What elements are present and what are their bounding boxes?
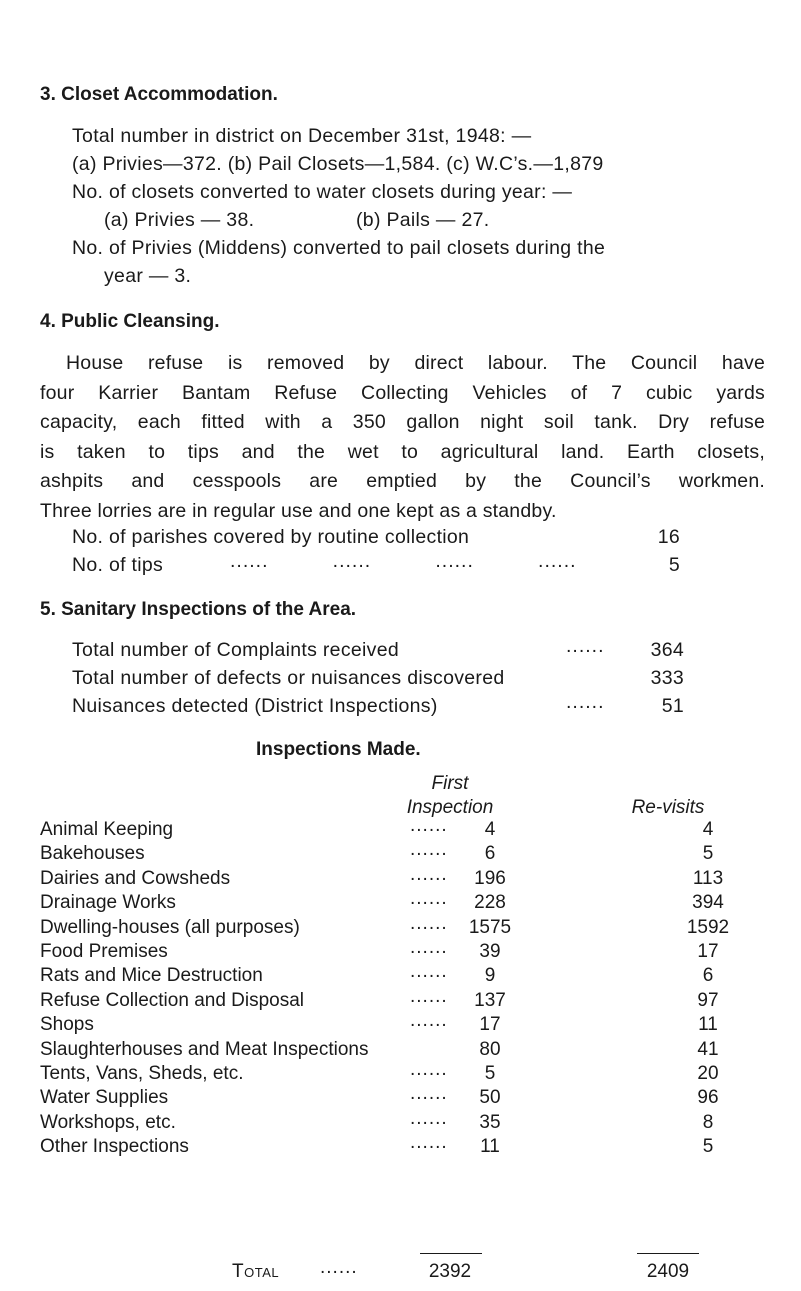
table-row bbox=[40, 888, 770, 916]
table-row bbox=[40, 1107, 770, 1136]
revisits-value: 113 bbox=[692, 867, 724, 889]
inspection-category: Drainage Works bbox=[40, 892, 176, 914]
middens-line-1: No. of Privies (Middens) converted to pail closets during the bbox=[72, 237, 606, 259]
leader-dots: ...... bbox=[410, 1132, 448, 1154]
inspection-category: Other Inspections bbox=[40, 1136, 189, 1158]
leader-dots: ...... bbox=[410, 888, 448, 910]
revisits-value: 394 bbox=[692, 892, 724, 914]
section-3-heading: 3. Closet Accommodation. bbox=[40, 84, 278, 105]
inspection-category: Bakehouses bbox=[40, 843, 145, 865]
leader-dots: ...... bbox=[410, 1107, 448, 1129]
inspection-category: Refuse Collection and Disposal bbox=[40, 989, 305, 1011]
nuisances-leader-dots: ...... bbox=[566, 691, 605, 713]
revisits-header: Re-visits bbox=[631, 797, 705, 818]
paragraph-line: is taken to tips and the wet to agricultural land. Earth closets, bbox=[40, 440, 765, 463]
first-inspection-value: 5 bbox=[484, 1063, 496, 1084]
table-row bbox=[40, 863, 770, 892]
revisits-value: 8 bbox=[702, 1111, 714, 1133]
first-inspection-value: 50 bbox=[479, 1087, 501, 1109]
leader-dots: ...... bbox=[410, 985, 448, 1007]
total-leader-dots: ...... bbox=[320, 1257, 358, 1278]
middens-line-2: year — 3. bbox=[104, 265, 192, 287]
parishes-value: 16 bbox=[657, 526, 680, 548]
inspection-category: Slaughterhouses and Meat Inspections bbox=[40, 1038, 369, 1060]
defects-label: Total number of defects or nuisances discovered bbox=[72, 667, 505, 689]
table-row bbox=[40, 815, 770, 843]
section-4-heading: 4. Public Cleansing. bbox=[40, 311, 220, 332]
tips-label: No. of tips bbox=[72, 554, 164, 576]
tips-value: 5 bbox=[668, 554, 680, 576]
first-inspection-header-2: Inspection bbox=[406, 797, 494, 818]
inspection-category: Workshops, etc. bbox=[40, 1111, 176, 1133]
first-inspection-value: 6 bbox=[484, 843, 496, 865]
inspection-category: Water Supplies bbox=[40, 1087, 169, 1109]
nuisances-value: 51 bbox=[661, 695, 684, 717]
paragraph-line: four Karrier Bantam Refuse Collecting Vehicles of 7 cubic yards bbox=[40, 381, 765, 404]
leader-dots: ...... bbox=[410, 961, 448, 983]
inspection-category: Shops bbox=[40, 1014, 94, 1036]
total-label: Total bbox=[232, 1261, 280, 1282]
revisits-value: 41 bbox=[697, 1038, 719, 1060]
closets-converted-line: No. of closets converted to water closets during year: — bbox=[72, 181, 573, 203]
first-inspection-value: 1575 bbox=[468, 916, 512, 938]
total-revisits: 2409 bbox=[646, 1261, 690, 1282]
first-inspection-value: 17 bbox=[479, 1014, 501, 1036]
table-row bbox=[40, 912, 770, 941]
first-inspection-value: 39 bbox=[479, 941, 501, 962]
total-rule-revisits bbox=[637, 1253, 699, 1254]
table-row bbox=[40, 961, 770, 989]
revisits-value: 97 bbox=[697, 989, 719, 1011]
first-inspection-value: 228 bbox=[474, 892, 506, 914]
first-inspection-value: 196 bbox=[474, 867, 506, 889]
inspection-category: Dairies and Cowsheds bbox=[40, 867, 231, 889]
table-row bbox=[40, 1059, 770, 1087]
first-inspection-value: 4 bbox=[484, 819, 496, 840]
paragraph-line: capacity, each fitted with a 350 gallon night soil tank. Dry refuse bbox=[40, 411, 765, 433]
inspection-category: Animal Keeping bbox=[40, 819, 174, 840]
table-row bbox=[40, 1039, 770, 1063]
revisits-value: 17 bbox=[697, 941, 719, 962]
first-inspection-value: 11 bbox=[480, 1136, 500, 1158]
paragraph-line: ashpits and cesspools are emptied by the Council’s workmen. bbox=[40, 470, 765, 492]
public-cleansing-paragraph bbox=[40, 349, 765, 526]
total-rule-first bbox=[420, 1253, 482, 1254]
table-row bbox=[40, 1083, 770, 1111]
inspection-category: Dwelling-houses (all purposes) bbox=[40, 916, 300, 938]
first-inspection-value: 80 bbox=[479, 1038, 501, 1060]
leader-dots: ...... bbox=[410, 1010, 448, 1032]
first-inspection-header-1: First bbox=[431, 773, 469, 794]
leader-dots: ...... bbox=[410, 863, 448, 885]
closet-types-line: (a) Privies—372. (b) Pail Closets—1,584. (c) W.C’s.—1,879 bbox=[72, 153, 604, 175]
converted-pails: (b) Pails — 27. bbox=[356, 209, 490, 231]
revisits-value: 5 bbox=[702, 843, 714, 865]
inspection-category: Tents, Vans, Sheds, etc. bbox=[40, 1063, 244, 1084]
first-inspection-value: 9 bbox=[484, 965, 496, 987]
leader-dots: ...... bbox=[410, 1059, 448, 1080]
leader-dots: ...... bbox=[410, 937, 448, 958]
total-first-inspection: 2392 bbox=[428, 1261, 472, 1282]
paragraph-line: Three lorries are in regular use and one kept as a standby. bbox=[40, 499, 557, 522]
leader-dots: ...... bbox=[410, 1083, 448, 1105]
first-inspection-value: 35 bbox=[479, 1111, 501, 1133]
leader-dots: ...... bbox=[410, 839, 448, 861]
table-row bbox=[40, 985, 770, 1014]
revisits-value: 1592 bbox=[686, 916, 730, 938]
table-row bbox=[40, 1010, 770, 1038]
complaints-value: 364 bbox=[650, 639, 684, 661]
revisits-value: 4 bbox=[702, 819, 714, 840]
section-5-heading: 5. Sanitary Inspections of the Area. bbox=[40, 599, 357, 620]
inspection-category: Food Premises bbox=[40, 941, 168, 962]
revisits-value: 11 bbox=[698, 1014, 718, 1036]
parishes-label: No. of parishes covered by routine collection bbox=[72, 526, 470, 548]
table-row bbox=[40, 1132, 770, 1160]
revisits-value: 6 bbox=[702, 965, 714, 987]
closet-total-line: Total number in district on December 31st, 1948: — bbox=[72, 125, 532, 147]
inspection-category: Rats and Mice Destruction bbox=[40, 965, 263, 987]
first-inspection-value: 137 bbox=[474, 989, 506, 1011]
table-row bbox=[40, 839, 770, 867]
revisits-value: 20 bbox=[697, 1063, 719, 1084]
leader-dots: ...... bbox=[410, 815, 448, 836]
complaints-leader-dots: ...... bbox=[566, 635, 605, 657]
paragraph-line: House refuse is removed by direct labour. The Council have bbox=[66, 352, 765, 374]
revisits-value: 5 bbox=[702, 1136, 714, 1158]
table-row bbox=[40, 937, 770, 965]
complaints-label: Total number of Complaints received bbox=[72, 639, 399, 661]
nuisances-label: Nuisances detected (District Inspections) bbox=[72, 695, 438, 717]
converted-privies: (a) Privies — 38. bbox=[104, 209, 255, 231]
inspections-heading: Inspections Made. bbox=[256, 739, 421, 760]
revisits-value: 96 bbox=[697, 1087, 719, 1109]
leader-dots: ...... bbox=[410, 912, 448, 934]
defects-value: 333 bbox=[650, 667, 684, 689]
tips-leader-dots: ...... ...... ...... ...... bbox=[230, 550, 577, 572]
